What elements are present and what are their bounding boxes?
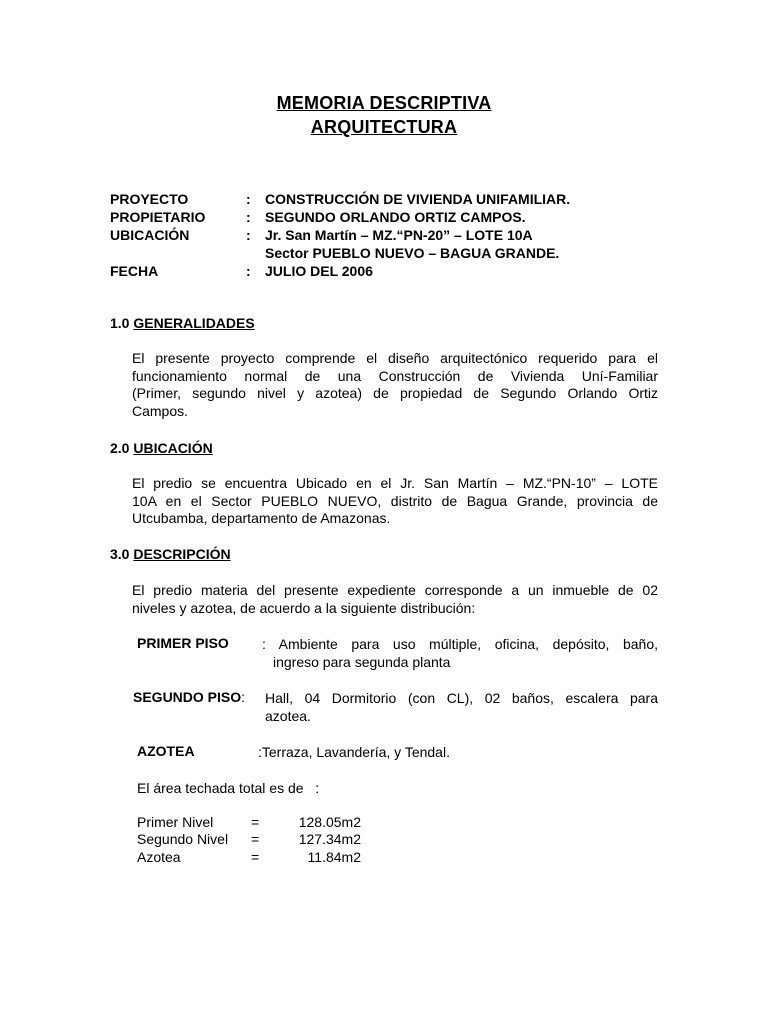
floor-label-text: SEGUNDO PISO	[133, 689, 242, 705]
paragraph-generalidades	[132, 350, 658, 420]
area-row-azotea	[137, 849, 397, 867]
area-value: 127.34m2	[298, 831, 361, 847]
header-value: JULIO DEL 2006	[265, 263, 373, 279]
section-title: GENERALIDADES	[133, 315, 255, 331]
paragraph-line: El predio materia del presente expediente corresponde a un inmueble de 02	[132, 582, 658, 598]
floor-label-segundo-piso	[133, 689, 245, 705]
area-row-segundo-nivel	[137, 831, 397, 849]
floor-desc-segundo-piso	[265, 689, 658, 725]
area-label: Primer Nivel	[137, 814, 214, 830]
section-number: 3.0	[110, 546, 130, 562]
floor-colon: :	[258, 744, 262, 760]
area-value: 11.84m2	[307, 849, 361, 865]
floor-colon: :	[262, 636, 266, 652]
area-intro: El área techada total es de :	[137, 780, 320, 796]
section-title: UBICACIÓN	[133, 440, 213, 456]
header-colon: :	[246, 227, 251, 243]
floor-desc-azotea	[258, 743, 658, 761]
area-equals: =	[251, 814, 260, 830]
document-subtitle: ARQUITECTURA	[310, 117, 458, 137]
header-label: FECHA	[110, 263, 159, 279]
header-value: Sector PUEBLO NUEVO – BAGUA GRANDE.	[265, 245, 560, 261]
section-number: 1.0	[110, 315, 130, 331]
paragraph-line: El predio se encuentra Ubicado en el Jr. San Martín – MZ.“PN-10” – LOTE	[132, 475, 658, 491]
section-heading-generalidades	[110, 315, 255, 331]
section-heading-ubicacion	[110, 440, 213, 456]
section-number: 2.0	[110, 440, 130, 456]
area-equals: =	[251, 849, 260, 865]
paragraph-line: Utcubamba, departamento de Amazonas.	[132, 510, 391, 526]
header-colon: :	[246, 209, 251, 225]
paragraph-descripcion	[132, 582, 658, 617]
floor-desc-line: ingreso para segunda planta	[273, 654, 451, 670]
header-colon: :	[246, 191, 251, 207]
section-title: DESCRIPCIÓN	[133, 546, 231, 562]
floor-desc-text: Terraza, Lavandería, y Tendal.	[261, 744, 450, 760]
header-label: PROYECTO	[110, 191, 189, 207]
floor-label-azotea: AZOTEA	[137, 743, 195, 759]
paragraph-line: niveles y azotea, de acuerdo a la siguiente distribución:	[132, 599, 476, 616]
floor-desc-primer-piso	[262, 635, 658, 671]
floor-colon: :	[241, 689, 246, 705]
floor-desc-text: Ambiente para uso múltiple, oficina, depósito, baño,	[278, 636, 659, 652]
header-value: SEGUNDO ORLANDO ORTIZ CAMPOS.	[265, 209, 526, 225]
area-value: 128.05m2	[298, 814, 361, 830]
floor-desc-line	[262, 635, 658, 653]
area-equals: =	[251, 831, 260, 847]
paragraph-line: (Primer, segundo nivel y azotea) de propiedad de Segundo Orlando Ortiz	[132, 385, 658, 401]
section-heading-descripcion	[110, 546, 231, 562]
paragraph-line: funcionamiento normal de una Construcción de Vivienda Uní-Familiar	[132, 367, 658, 384]
area-label: Segundo Nivel	[137, 831, 229, 847]
paragraph-line: Campos.	[132, 402, 189, 419]
area-row-primer-nivel	[137, 814, 397, 832]
area-label: Azotea	[137, 849, 181, 865]
header-value: CONSTRUCCIÓN DE VIVIENDA UNIFAMILIAR.	[265, 191, 571, 207]
header-value: Jr. San Martín – MZ.“PN-20” – LOTE 10A	[265, 227, 533, 243]
document-title: MEMORIA DESCRIPTIVA	[276, 93, 492, 113]
floor-label-primer-piso: PRIMER PISO	[137, 635, 229, 651]
header-label: PROPIETARIO	[110, 209, 206, 225]
floor-desc-line: Hall, 04 Dormitorio (con CL), 02 baños, escalera para	[265, 690, 658, 706]
header-label: UBICACIÓN	[110, 227, 190, 243]
paragraph-ubicacion	[132, 475, 658, 528]
paragraph-line: 10A en el Sector PUEBLO NUEVO, distrito de Bagua Grande, provincia de	[132, 492, 658, 509]
floor-desc-line: azotea.	[265, 708, 311, 724]
paragraph-line: El presente proyecto comprende el diseño arquitectónico requerido para el	[132, 350, 658, 366]
header-colon: :	[246, 263, 251, 279]
